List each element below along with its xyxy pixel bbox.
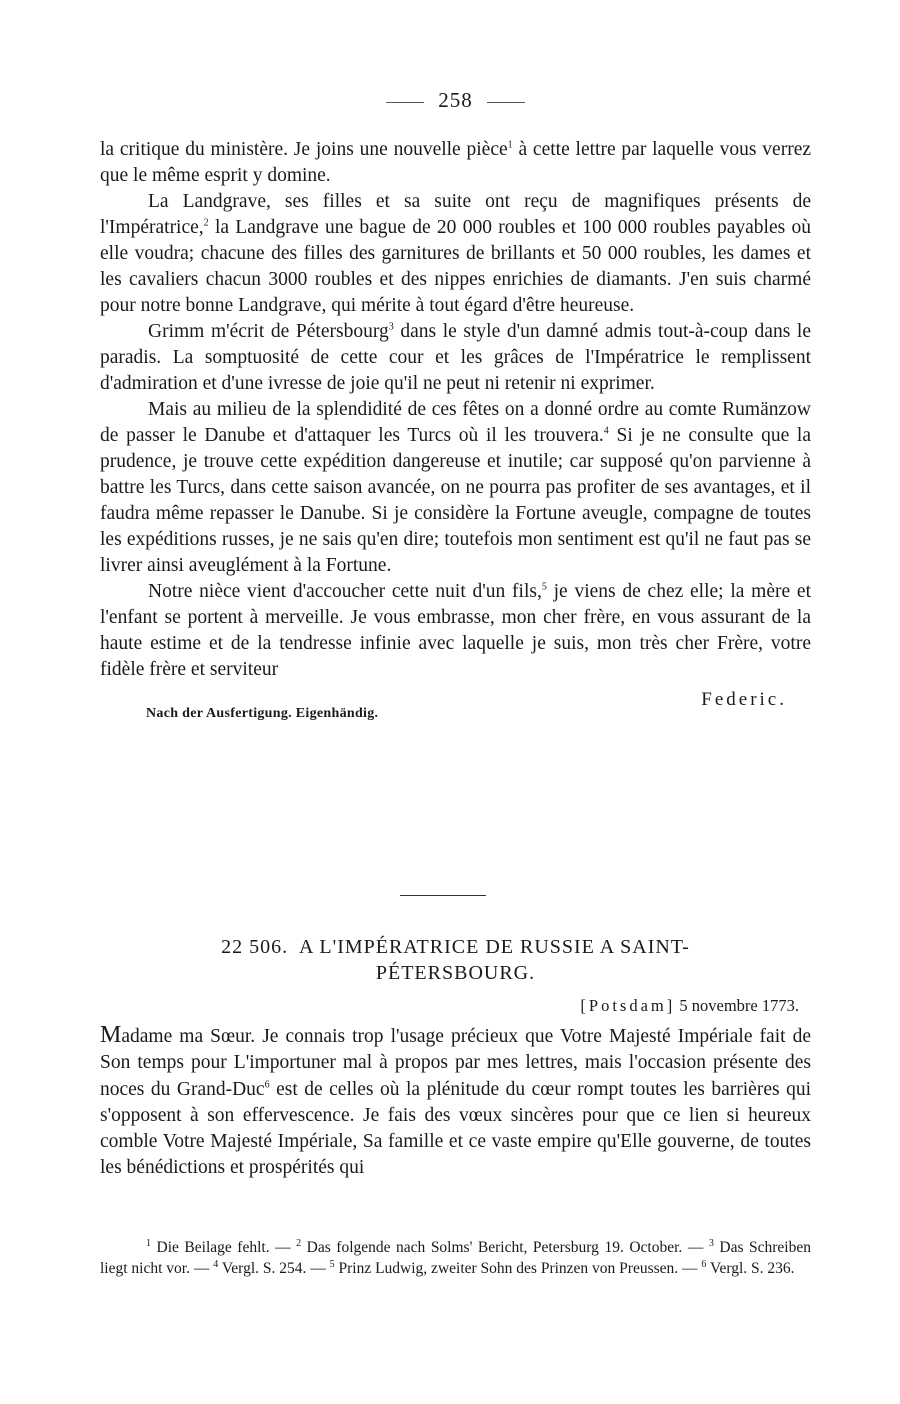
footnote-ref: 2 (203, 217, 209, 229)
letter-place: [Potsdam] (580, 996, 676, 1015)
letter-body (100, 1022, 811, 1182)
footnote-mark: 2 (296, 1237, 302, 1249)
paragraph (100, 137, 811, 189)
page-header (100, 88, 811, 113)
paragraph (100, 1022, 811, 1182)
section-divider (400, 895, 486, 896)
paragraph (100, 189, 811, 319)
footnote-run: Vergl. S. 254. — (218, 1259, 330, 1277)
source-note: Nach der Ausfertigung. Eigenhändig. (146, 706, 379, 721)
footnote-run: Das Schreiben liegt nicht vor. — (100, 1239, 811, 1277)
text-run: La Landgrave, ses filles et sa suite ont reçu de magnifiques présents de l'Impératrice, (100, 191, 811, 238)
letter-title-line (100, 934, 811, 960)
footnote-run: Das folgende nach Solms' Bericht, Petersburg 19. October. — (301, 1239, 709, 1256)
header-rule-left (386, 102, 424, 103)
main-text (100, 137, 812, 721)
text-run: dans le style d'un damné admis tout-à-coup dans le paradis. La somptuosité de cette cour et les grâces de l'Impératrice le remplissent d'admiration et d'une ivresse de joie qu'il ne peut ni retenir ni exprimer. (100, 321, 811, 394)
footnote-ref: 5 (541, 581, 547, 593)
footnote-text (100, 1238, 811, 1279)
paragraph (100, 319, 811, 397)
letter-date: 5 novembre 1773. (675, 996, 799, 1015)
footnotes (100, 1238, 811, 1279)
footnote-run: Die Beilage fehlt. — (151, 1239, 297, 1256)
letter-title: A L'IMPÉRATRICE DE RUSSIE A SAINT- (299, 936, 690, 958)
page-number: 258 (438, 88, 473, 112)
footnote-mark: 4 (213, 1258, 219, 1270)
footnote-mark: 6 (701, 1258, 707, 1270)
paragraph (100, 397, 811, 579)
footnote-run: Vergl. S. 236. (706, 1259, 795, 1277)
signature-block (100, 683, 811, 721)
letter-number: 22 506. (221, 936, 289, 958)
text-run: adame ma Sœur. Je connais trop l'usage précieux que Votre Majesté Impériale fait de Son temps pour L'importuner mal à propos par mes lettres, mais l'occasion présente des noces du Grand-Duc (100, 1026, 811, 1100)
footnote-ref: 4 (603, 425, 609, 437)
footnote-mark: 3 (708, 1237, 714, 1249)
document-page (100, 0, 811, 1404)
footnote-run: Prinz Ludwig, zweiter Sohn des Prinzen von Preussen. — (334, 1259, 702, 1277)
letter-title-line: PÉTERSBOURG. (375, 962, 536, 984)
footnote-mark: 5 (329, 1258, 335, 1270)
text-run: Grimm m'écrit de Pétersbourg (148, 321, 389, 342)
text-run: Mais au milieu de la splendidité de ces fêtes on a donné ordre au comte Rumänzow de passer le Danube et d'attaquer les Turcs où il les trouvera. (100, 399, 811, 446)
paragraph (100, 579, 811, 683)
text-run: est de celles où la plénitude du cœur rompt toutes les barrières qui s'opposent à son effervescence. Je fais des vœux sincères pour que ce lien si heureux comble Votre Majesté Impériale, Sa famille et ce vaste empire qu'Elle gouverne, de toutes les bénédictions et prospérités qui (100, 1078, 811, 1179)
text-run: Notre nièce vient d'accoucher cette nuit d'un fils, (148, 581, 542, 602)
initial-letter: M (100, 1022, 122, 1048)
text-run: je viens de chez elle; la mère et l'enfant se portent à merveille. Je vous embrasse, mon cher frère, en vous assurant de la haute estime et de la tendresse infinie avec laquelle je suis, mon très cher Frère, votre fidèle frère et serviteur (100, 581, 811, 680)
text-run: la critique du ministère. Je joins une nouvelle pièce (100, 139, 508, 160)
text-run: à cette lettre par laquelle vous verrez que le même esprit y domine. (100, 139, 811, 186)
footnote-ref: 6 (264, 1079, 270, 1091)
text-run: la Landgrave une bague de 20 000 roubles et 100 000 roubles payables où elle voudra; chacune des filles des garnitures de brillants et 50 000 roubles, les dames et les cavaliers chacun 3000 roubles et des nippes enrichies de diamants. J'en suis charmé pour notre bonne Landgrave, qui mérite à tout égard d'être heureuse. (100, 217, 811, 316)
letter-heading (100, 934, 811, 986)
header-rule-right (487, 102, 525, 103)
footnote-mark: 1 (146, 1237, 151, 1249)
footnote-ref: 1 (507, 139, 513, 151)
footnote-ref: 3 (388, 321, 394, 333)
letter-dateline (580, 996, 799, 1016)
text-run: Si je ne consulte que la prudence, je trouve cette expédition dangereuse et inutile; car supposé qu'on parvienne à battre les Turcs, dans cette saison avancée, on ne pourra pas profiter de ses avantages, et il faudra même repasser le Danube. Si je considère la Fortune aveugle, compagne de toutes les expéditions russes, je ne sais qu'en dire; toutefois mon sentiment est qu'il ne faut pas se livrer ainsi aveuglément à la Fortune. (100, 425, 812, 576)
signature: Federic. (701, 689, 787, 710)
